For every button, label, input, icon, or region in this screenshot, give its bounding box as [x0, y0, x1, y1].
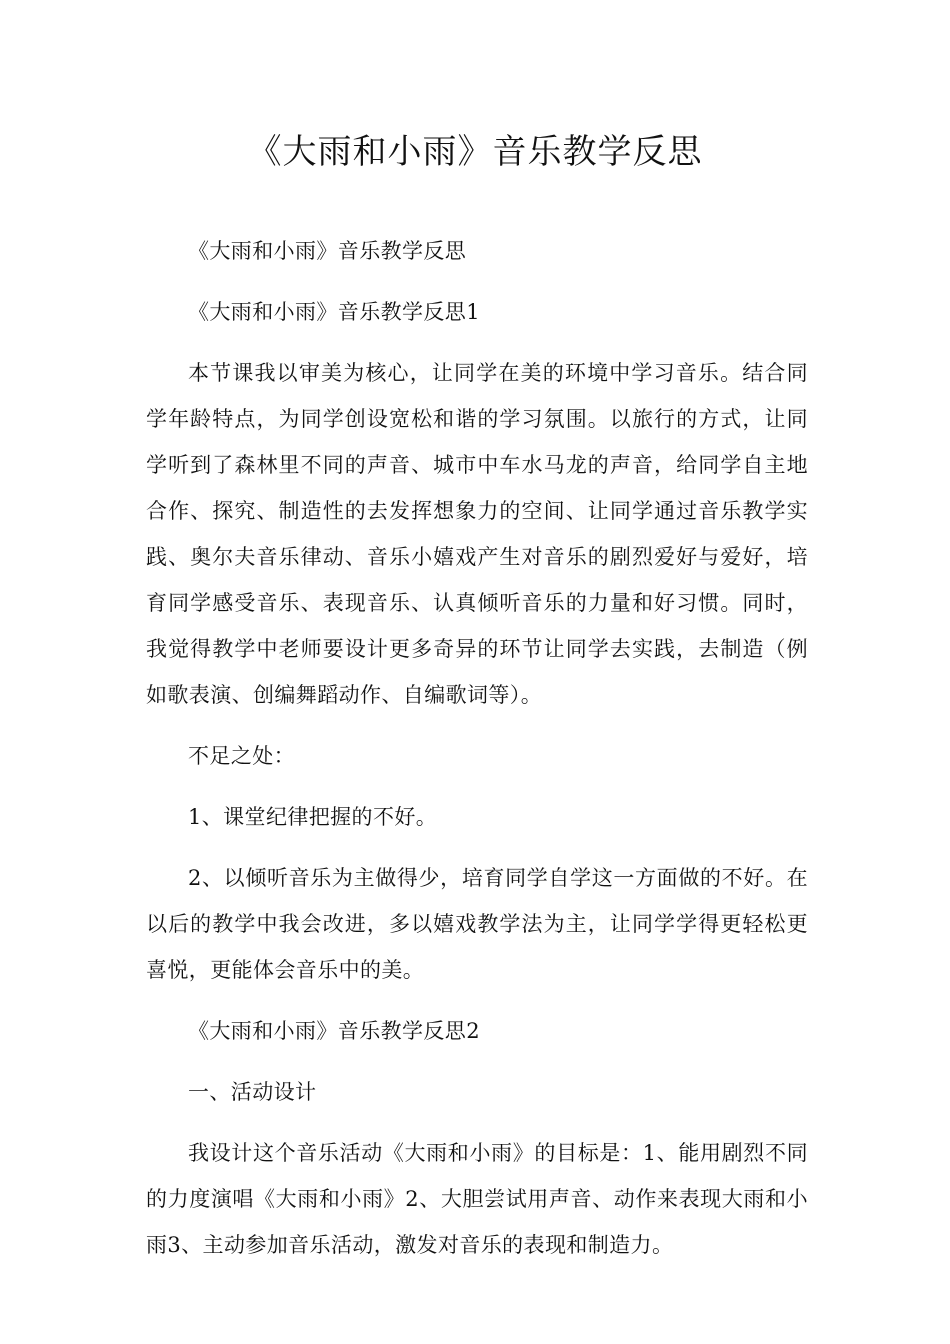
paragraph-activity-goals: 我设计这个音乐活动《大雨和小雨》的目标是：1、能用剧烈不同的力度演唱《大雨和小雨》2、大胆尝试用声音、动作来表现大雨和小雨3、主动参加音乐活动，激发对音乐的表现和制造力。	[146, 1141, 808, 1257]
paragraph-activity-design-heading: 一、活动设计	[188, 1080, 317, 1104]
paragraph-shortcoming-2: 2、以倾听音乐为主做得少，培育同学自学这一方面做的不好。在以后的教学中我会改进，多以嬉戏教学法为主，让同学学得更轻松更喜悦，更能体会音乐中的美。	[146, 866, 808, 982]
document-body	[146, 228, 808, 1283]
paragraph-shortcoming-1: 1、课堂纪律把握的不好。	[188, 805, 438, 829]
paragraph-subtitle: 《大雨和小雨》音乐教学反思	[188, 239, 467, 263]
paragraph-section-2-heading: 《大雨和小雨》音乐教学反思2	[188, 1019, 480, 1043]
paragraph-shortcomings-heading: 不足之处：	[188, 744, 295, 768]
document-title: 《大雨和小雨》音乐教学反思	[247, 132, 703, 172]
paragraph-reflection-body: 本节课我以审美为核心，让同学在美的环境中学习音乐。结合同学年龄特点，为同学创设宽松和谐的学习氛围。以旅行的方式，让同学听到了森林里不同的声音、城市中车水马龙的声音，给同学自主地合作、探究、制造性的去发挥想象力的空间、让同学通过音乐教学实践、奥尔夫音乐律动、音乐小嬉戏产生对音乐的剧烈爱好与爱好，培育同学感受音乐、表现音乐、认真倾听音乐的力量和好习惯。同时，我觉得教学中老师要设计更多奇异的环节让同学去实践，去制造（例如歌表演、创编舞蹈动作、自编歌词等）。	[146, 361, 808, 707]
paragraph-section-1-heading: 《大雨和小雨》音乐教学反思1	[188, 300, 480, 324]
